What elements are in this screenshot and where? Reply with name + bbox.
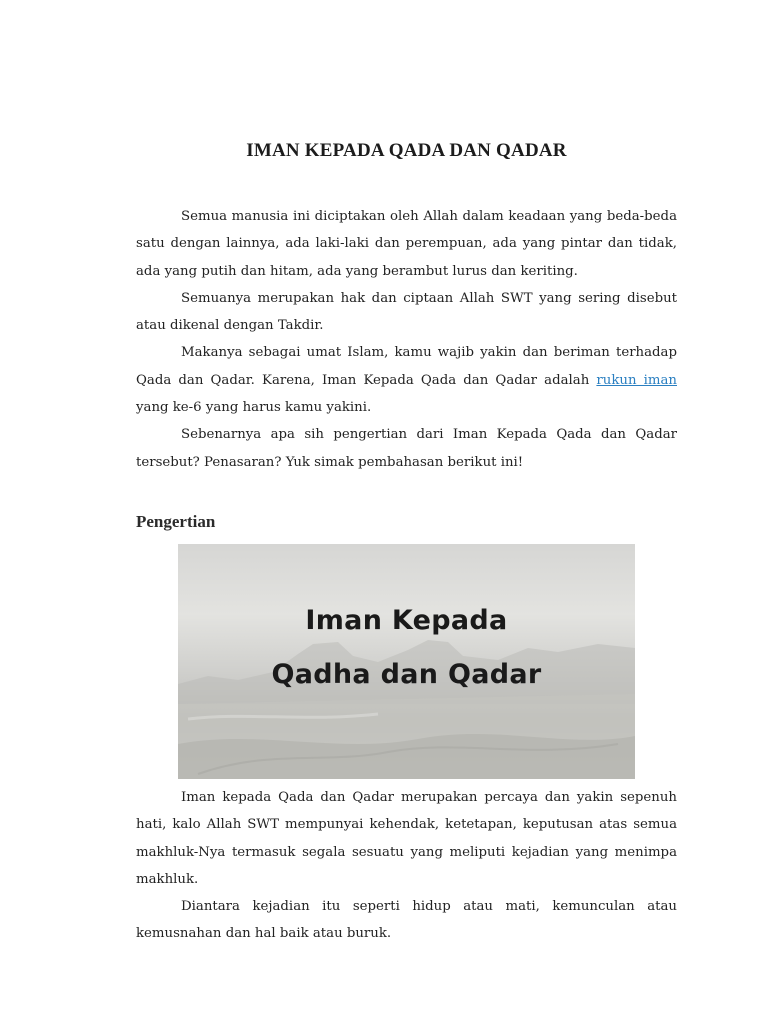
- intro-paragraph-2: Semuanya merupakan hak dan ciptaan Allah SWT yang sering disebut atau dikenal dengan Takdir.: [136, 290, 677, 334]
- intro-paragraph-3-text-after: yang ke-6 yang harus kamu yakini.: [136, 400, 372, 416]
- rukun-iman-link[interactable]: rukun iman: [596, 372, 677, 388]
- definition-paragraph-2: Diantara kejadian itu seperti hidup atau mati, kemunculan atau kemusnahan dan hal baik atau buruk.: [136, 899, 677, 942]
- intro-paragraph-3-text-before: Makanya sebagai umat Islam, kamu wajib yakin dan beriman terhadap Qada dan Qadar. Karena, Iman Kepada Qada dan Qadar adalah: [136, 345, 677, 388]
- intro-paragraph-1: Semua manusia ini diciptakan oleh Allah dalam keadaan yang beda-beda satu dengan lainnya, ada laki-laki dan perempuan, ada yang pintar dan tidak, ada yang putih dan hitam, ada yang berambut lurus dan keriting.: [136, 209, 677, 279]
- image-caption-line-1: Iman Kepada: [305, 605, 508, 636]
- definition-section: [136, 784, 677, 948]
- intro-section: [136, 203, 677, 476]
- definition-paragraph-1: Iman kepada Qada dan Qadar merupakan percaya dan yakin sepenuh hati, kalo Allah SWT mempunyai kehendak, ketetapan, keputusan atas semua makhluk-Nya termasuk segala sesuatu yang meliputi kejadian yang menimpa makhluk.: [136, 790, 677, 887]
- desert-illustration-image: [178, 544, 635, 779]
- page-title: IMAN KEPADA QADA DAN QADAR: [246, 140, 567, 161]
- image-caption-line-2: Qadha dan Qadar: [271, 659, 542, 690]
- intro-paragraph-3: [136, 339, 677, 421]
- section-heading: Pengertian: [136, 512, 216, 531]
- intro-paragraph-4: Sebenarnya apa sih pengertian dari Iman Kepada Qada dan Qadar tersebut? Penasaran? Yuk simak pembahasan berikut ini!: [136, 427, 677, 470]
